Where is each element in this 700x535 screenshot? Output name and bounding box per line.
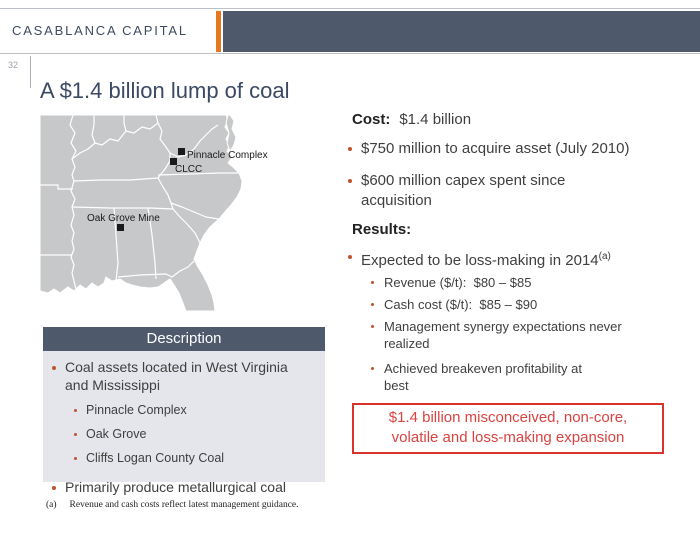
description-bullet: Primarily produce metallurgical coal <box>49 479 319 497</box>
footnote-marker: (a) <box>46 500 57 510</box>
results-sub-bullet: Revenue ($/t): $80 – $85 <box>368 274 668 291</box>
results-bullet-text: Expected to be loss-making in 2014 <box>361 252 599 269</box>
bullet-icon <box>52 486 56 490</box>
results-sub-bullet: Cash cost ($/t): $85 – $90 <box>368 296 668 313</box>
accent-bar <box>216 11 221 52</box>
footnote-text: Revenue and cash costs reflect latest management guidance. <box>69 500 299 510</box>
conclusion-line-1: $1.4 billion misconceived, non-core, <box>388 409 628 426</box>
bullet-icon <box>348 255 352 259</box>
page-title: A $1.4 billion lump of coal <box>40 78 290 103</box>
slide-number: 32 <box>8 60 19 70</box>
bullet-icon <box>74 409 77 412</box>
description-panel-body <box>43 351 325 495</box>
description-panel <box>43 327 325 495</box>
bullet-icon <box>74 433 77 436</box>
bullet-icon <box>371 303 374 306</box>
description-bullet: Coal assets located in West Virginia and Mississippi <box>49 359 319 394</box>
description-sub-bullet: Oak Grove <box>71 427 319 442</box>
results-sub-bullet: Management synergy expectations never realized <box>368 318 624 352</box>
results-bullet <box>345 247 685 271</box>
brand-logo-text: CASABLANCA CAPITAL <box>12 23 188 38</box>
header-divider <box>0 53 700 54</box>
title-divider <box>30 56 31 88</box>
oak-grove-label: Oak Grove Mine <box>87 213 160 224</box>
conclusion-line-2: volatile and loss-making expansion <box>391 429 625 446</box>
cost-value: $1.4 billion <box>399 111 472 128</box>
cost-label: Cost: <box>352 111 391 128</box>
pinnacle-marker <box>178 148 185 155</box>
bullet-icon <box>371 325 374 328</box>
bullet-icon <box>348 179 352 183</box>
cost-heading <box>352 111 471 128</box>
bullet-icon <box>74 457 77 460</box>
oak-grove-marker <box>117 224 124 231</box>
cost-bullet: $600 million capex spent since acquisition <box>345 171 607 211</box>
results-sub-bullet: Achieved breakeven profitability at best <box>368 360 608 394</box>
results-heading: Results: <box>352 221 412 238</box>
bullet-icon <box>52 366 56 370</box>
description-sub-bullet: Pinnacle Complex <box>71 403 319 418</box>
cost-bullet: $750 million to acquire asset (July 2010) <box>345 139 685 159</box>
map-image <box>40 115 268 311</box>
bullet-icon <box>371 281 374 284</box>
bullet-icon <box>348 147 352 151</box>
footnote-reference: (a) <box>598 251 611 262</box>
pinnacle-label: Pinnacle Complex <box>187 150 268 161</box>
description-panel-title: Description <box>43 327 325 351</box>
description-sub-bullet: Cliffs Logan County Coal <box>71 451 319 466</box>
clcc-label: CLCC <box>175 164 203 175</box>
top-divider <box>0 8 700 9</box>
us-southeast-map <box>40 115 268 311</box>
header-band <box>223 11 700 52</box>
conclusion-callout <box>352 403 664 454</box>
footnote <box>46 500 299 510</box>
bullet-icon <box>371 367 374 370</box>
